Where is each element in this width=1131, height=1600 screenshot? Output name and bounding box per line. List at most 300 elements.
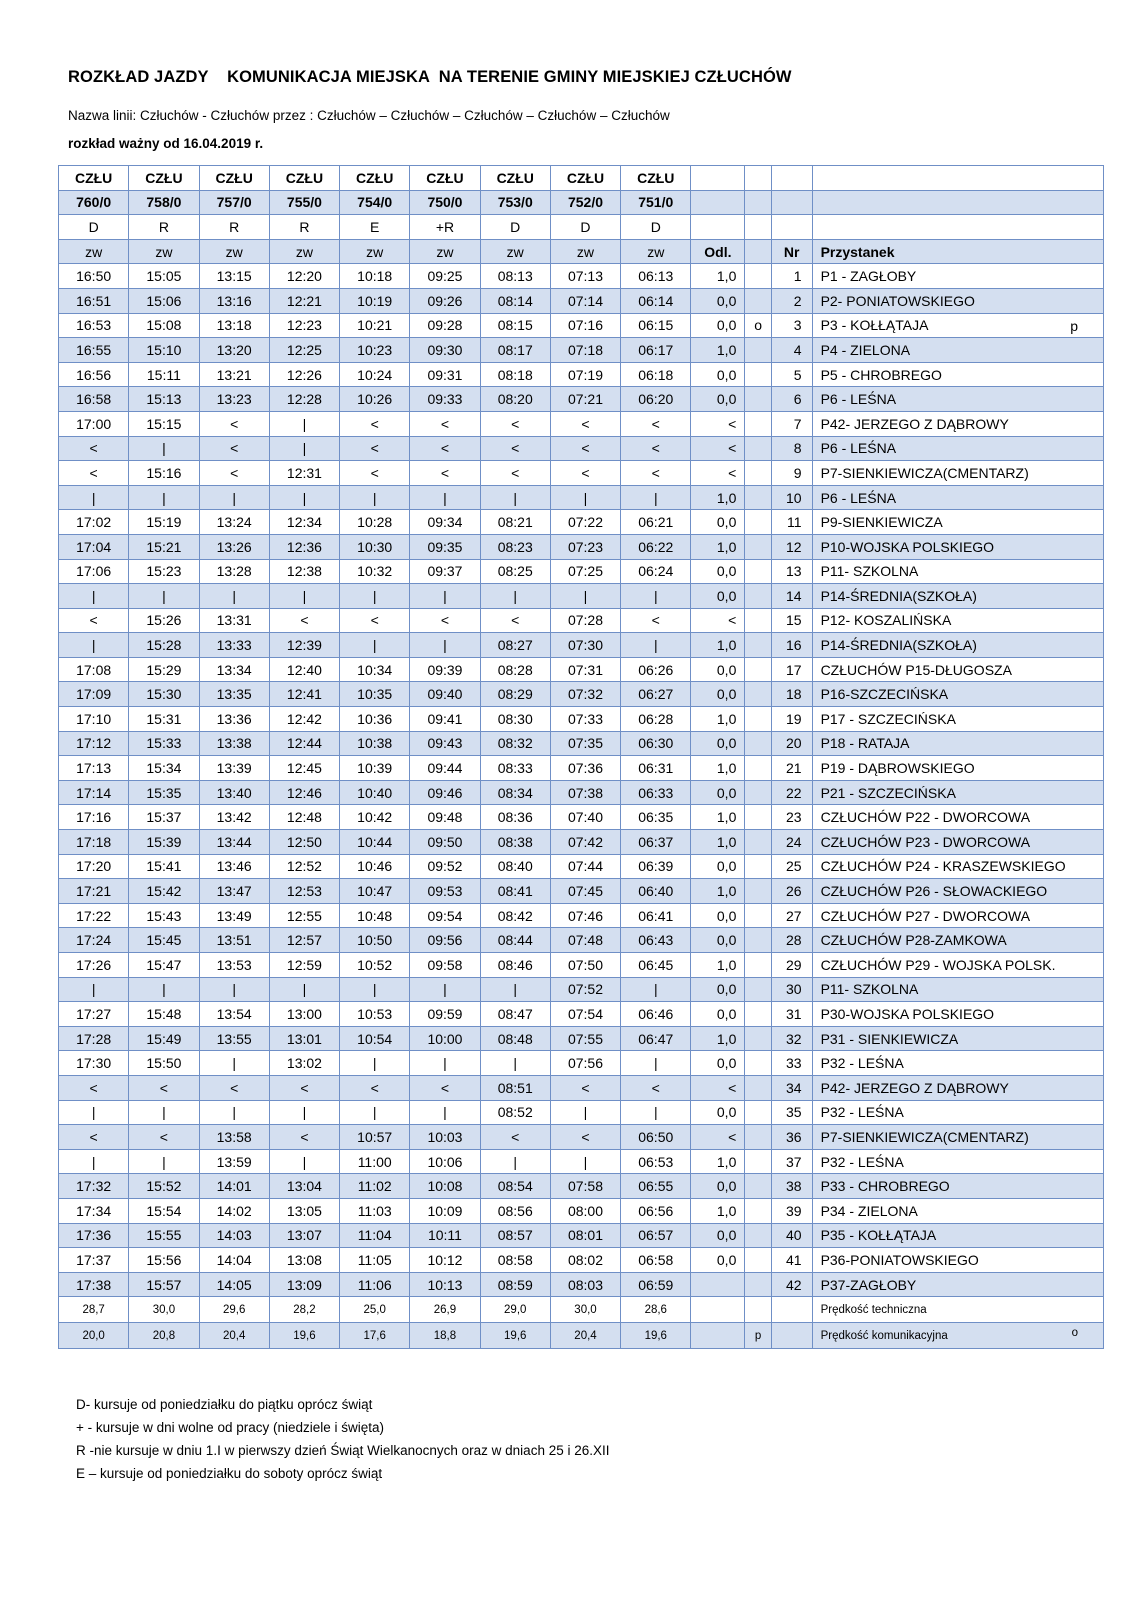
time-cell: 12:48 [269,805,339,830]
distance-cell: < [691,1075,745,1100]
speed-cell [771,1297,812,1323]
time-cell: 15:35 [129,780,199,805]
table-row [59,1248,1104,1273]
time-cell: 15:52 [129,1174,199,1199]
stop-number: 19 [771,707,812,732]
speed-cell: 25,0 [340,1297,410,1323]
time-cell: 11:02 [340,1174,410,1199]
time-cell: 10:40 [340,780,410,805]
time-cell: < [59,1075,129,1100]
table-row [59,264,1104,289]
table-row [59,928,1104,953]
time-cell: 15:21 [129,534,199,559]
table-row [59,1198,1104,1223]
distance-cell: 0,0 [691,313,745,338]
stop-number: 3 [771,313,812,338]
header-row [59,239,1104,264]
time-cell: 10:44 [340,830,410,855]
time-cell: 08:13 [480,264,550,289]
time-cell: 17:08 [59,657,129,682]
time-cell: 09:48 [410,805,480,830]
table-row [59,1125,1104,1150]
time-cell: 09:56 [410,928,480,953]
time-cell: 11:06 [340,1272,410,1297]
stop-label: CZŁUCHÓW P22 - DWORCOWA [820,809,1031,826]
time-cell: 13:51 [199,928,269,953]
distance-cell: 0,0 [691,1174,745,1199]
time-cell: 09:52 [410,854,480,879]
time-cell: 17:28 [59,1026,129,1051]
time-cell: | [480,977,550,1002]
stop-name [812,1272,1103,1297]
stop-number: 36 [771,1125,812,1150]
table-row [59,608,1104,633]
header-cell: zw [59,239,129,264]
time-cell: 08:59 [480,1272,550,1297]
mark-cell [745,362,771,387]
time-cell: 13:42 [199,805,269,830]
time-cell: 12:28 [269,387,339,412]
stop-number: 2 [771,288,812,313]
distance-cell: 1,0 [691,1026,745,1051]
time-cell: 11:05 [340,1248,410,1273]
mark-cell [745,1248,771,1273]
time-cell: | [550,1149,620,1174]
time-cell: 13:58 [199,1125,269,1150]
table-row [59,830,1104,855]
table-row [59,559,1104,584]
time-cell: 06:35 [621,805,691,830]
time-cell: 17:36 [59,1223,129,1248]
time-cell: 12:26 [269,362,339,387]
stop-label: P35 - KOŁŁĄTAJA [820,1227,937,1244]
stop-number: 30 [771,977,812,1002]
time-cell: 12:40 [269,657,339,682]
mark-cell [745,461,771,486]
time-cell: 10:35 [340,682,410,707]
time-cell: 17:04 [59,534,129,559]
time-cell: 15:31 [129,707,199,732]
stop-name [812,805,1103,830]
time-cell: 06:24 [621,559,691,584]
time-cell: < [621,608,691,633]
time-cell: < [480,411,550,436]
header-cell: D [480,215,550,240]
distance-cell: < [691,1125,745,1150]
stop-number: 8 [771,436,812,461]
stop-label: P42- JERZEGO Z DĄBROWY [820,1079,1009,1096]
mark-cell [745,288,771,313]
header-cell: 757/0 [199,190,269,215]
time-cell: 13:21 [199,362,269,387]
stop-number: 39 [771,1198,812,1223]
header-cell: zw [129,239,199,264]
speed-cell: 26,9 [410,1297,480,1323]
header-cell: D [621,215,691,240]
stop-label: P6 - LEŚNA [820,489,897,506]
time-cell: 09:28 [410,313,480,338]
time-cell: 12:46 [269,780,339,805]
time-cell: 17:18 [59,830,129,855]
header-cell: zw [199,239,269,264]
page-title: ROZKŁAD JAZDY KOMUNIKACJA MIEJSKA NA TERENIE GMINY MIEJSKIEJ CZŁUCHÓW [68,68,792,86]
stop-label: P11- SZKOLNA [820,981,919,998]
time-cell: 07:36 [550,756,620,781]
time-cell: 10:19 [340,288,410,313]
header-cell: R [199,215,269,240]
time-cell: 13:44 [199,830,269,855]
time-cell: 17:20 [59,854,129,879]
stop-label: P3 - KOŁŁĄTAJA [820,317,929,334]
time-cell: 07:46 [550,903,620,928]
header-cell [745,190,771,215]
time-cell: 09:37 [410,559,480,584]
time-cell: 08:33 [480,756,550,781]
speed-cell: 20,8 [129,1323,199,1349]
stop-number: 11 [771,510,812,535]
time-cell: | [550,584,620,609]
stop-label: P31 - SIENKIEWICZA [820,1030,959,1047]
time-cell: | [129,1149,199,1174]
time-cell: 15:26 [129,608,199,633]
time-cell: < [410,608,480,633]
table-row [59,1223,1104,1248]
time-cell: 06:40 [621,879,691,904]
table-row [59,387,1104,412]
time-cell: 12:21 [269,288,339,313]
time-cell: | [129,1100,199,1125]
table-row [59,953,1104,978]
time-cell: 06:47 [621,1026,691,1051]
time-cell: 16:50 [59,264,129,289]
stop-name [812,288,1103,313]
time-cell: 07:22 [550,510,620,535]
time-cell: 11:00 [340,1149,410,1174]
header-cell: 752/0 [550,190,620,215]
time-cell: 13:28 [199,559,269,584]
time-cell: 08:46 [480,953,550,978]
distance-cell: 0,0 [691,510,745,535]
header-cell [812,166,1103,191]
stop-label: CZŁUCHÓW P23 - DWORCOWA [820,833,1031,850]
time-cell: 08:54 [480,1174,550,1199]
stop-label: P4 - ZIELONA [820,341,911,358]
stop-label: P9-SIENKIEWICZA [820,514,943,531]
time-cell: 10:50 [340,928,410,953]
time-cell: 12:55 [269,903,339,928]
header-cell [691,215,745,240]
time-cell: 08:38 [480,830,550,855]
time-cell: | [340,485,410,510]
time-cell: 08:51 [480,1075,550,1100]
header-cell: CZŁU [550,166,620,191]
time-cell: 17:26 [59,953,129,978]
stop-label: P19 - DĄBROWSKIEGO [820,760,975,777]
header-cell: +R [410,215,480,240]
table-row [59,1026,1104,1051]
stop-name [812,953,1103,978]
stop-label: CZŁUCHÓW P24 - KRASZEWSKIEGO [820,858,1066,875]
time-cell: < [410,461,480,486]
time-cell: 07:50 [550,953,620,978]
table-row [59,805,1104,830]
table-row [59,1174,1104,1199]
time-cell: < [480,608,550,633]
time-cell: 09:46 [410,780,480,805]
mark-cell [745,903,771,928]
mark-cell [745,264,771,289]
time-cell: 06:13 [621,264,691,289]
time-cell: < [410,411,480,436]
stop-number: 41 [771,1248,812,1273]
time-cell: < [550,461,620,486]
time-cell: 07:32 [550,682,620,707]
time-cell: | [480,584,550,609]
time-cell: 06:43 [621,928,691,953]
time-cell: < [199,411,269,436]
time-cell: 09:34 [410,510,480,535]
stop-name [812,1223,1103,1248]
stop-label: P6 - LEŚNA [820,440,897,457]
time-cell: 15:06 [129,288,199,313]
speed-cell [745,1297,771,1323]
time-cell: 09:43 [410,731,480,756]
mark-cell: o [745,313,771,338]
time-cell: 13:39 [199,756,269,781]
time-cell: 08:48 [480,1026,550,1051]
stop-name [812,362,1103,387]
time-cell: 12:36 [269,534,339,559]
stop-label: P6 - LEŚNA [820,391,897,408]
legend-item: + - kursuje w dni wolne od pracy (niedziele i święta) [76,1420,385,1435]
speed-label [812,1323,1103,1349]
stop-name [812,1125,1103,1150]
time-cell: 08:15 [480,313,550,338]
time-cell: | [199,977,269,1002]
time-cell: < [480,436,550,461]
time-cell: 13:09 [269,1272,339,1297]
stop-name [812,903,1103,928]
time-cell: 12:39 [269,633,339,658]
time-cell: 15:48 [129,1002,199,1027]
time-cell: 08:03 [550,1272,620,1297]
table-row [59,682,1104,707]
stop-label: P17 - SZCZECIŃSKA [820,710,956,727]
mark-cell [745,830,771,855]
time-cell: 10:06 [410,1149,480,1174]
stop-number: 29 [771,953,812,978]
time-cell: 15:33 [129,731,199,756]
time-cell: | [621,1051,691,1076]
header-row [59,166,1104,191]
table-row [59,362,1104,387]
stop-number: 12 [771,534,812,559]
stop-number: 24 [771,830,812,855]
time-cell: 07:23 [550,534,620,559]
time-cell: 10:13 [410,1272,480,1297]
mark-cell [745,879,771,904]
time-cell: 08:57 [480,1223,550,1248]
header-cell: 753/0 [480,190,550,215]
stop-label: P1 - ZAGŁOBY [820,268,917,285]
mark-cell [745,411,771,436]
table-row [59,1272,1104,1297]
time-cell: 13:01 [269,1026,339,1051]
time-cell: 10:48 [340,903,410,928]
mark-cell [745,977,771,1002]
distance-cell: 0,0 [691,731,745,756]
header-cell: CZŁU [480,166,550,191]
time-cell: 13:15 [199,264,269,289]
time-cell: | [59,485,129,510]
speed-row [59,1297,1104,1323]
stop-number: 26 [771,879,812,904]
distance-cell: 1,0 [691,707,745,732]
time-cell: 17:38 [59,1272,129,1297]
speed-cell: 19,6 [269,1323,339,1349]
distance-cell: 0,0 [691,559,745,584]
stop-number: 4 [771,338,812,363]
mark-cell [745,485,771,510]
table-row [59,903,1104,928]
time-cell: 14:04 [199,1248,269,1273]
time-cell: < [340,461,410,486]
stop-label: P36-PONIATOWSKIEGO [820,1251,979,1268]
header-cell: 754/0 [340,190,410,215]
header-cell: CZŁU [199,166,269,191]
table-row [59,657,1104,682]
time-cell: 13:59 [199,1149,269,1174]
stop-label: P37-ZAGŁOBY [820,1276,917,1293]
mark-cell [745,1223,771,1248]
time-cell: < [59,608,129,633]
stop-number: 15 [771,608,812,633]
distance-cell: 0,0 [691,682,745,707]
time-cell: 07:54 [550,1002,620,1027]
mark-cell [745,1002,771,1027]
mark-cell [745,1198,771,1223]
header-cell: zw [550,239,620,264]
time-cell: 10:52 [340,953,410,978]
speed-label-text: Prędkość komunikacyjna [820,1329,948,1342]
stop-number: 35 [771,1100,812,1125]
stop-name [812,510,1103,535]
time-cell: 12:44 [269,731,339,756]
stop-name [812,485,1103,510]
speed-cell [771,1323,812,1349]
stop-number: 14 [771,584,812,609]
time-cell: 08:40 [480,854,550,879]
time-cell: 15:28 [129,633,199,658]
table-row [59,879,1104,904]
time-cell: < [480,461,550,486]
time-cell: < [621,411,691,436]
stop-label: P18 - RATAJA [820,735,910,752]
time-cell: 17:02 [59,510,129,535]
stop-label: P7-SIENKIEWICZA(CMENTARZ) [820,1128,1029,1145]
time-cell: 13:26 [199,534,269,559]
time-cell: 06:55 [621,1174,691,1199]
time-cell: 09:26 [410,288,480,313]
time-cell: < [340,436,410,461]
mark-cell [745,608,771,633]
time-cell: < [550,1075,620,1100]
time-cell: 12:50 [269,830,339,855]
time-cell: 06:33 [621,780,691,805]
time-cell: < [129,1075,199,1100]
time-cell: 07:30 [550,633,620,658]
time-cell: 08:30 [480,707,550,732]
time-cell: 08:27 [480,633,550,658]
time-cell: 17:00 [59,411,129,436]
time-cell: 06:58 [621,1248,691,1273]
table-row [59,338,1104,363]
distance-cell: 1,0 [691,830,745,855]
time-cell: 09:39 [410,657,480,682]
time-cell: 07:25 [550,559,620,584]
mark-cell [745,682,771,707]
mark-cell [745,953,771,978]
time-cell: < [410,1075,480,1100]
header-cell: CZŁU [129,166,199,191]
time-cell: 09:40 [410,682,480,707]
time-cell: 06:46 [621,1002,691,1027]
time-cell: 06:41 [621,903,691,928]
header-cell: Nr [771,239,812,264]
distance-cell: 1,0 [691,338,745,363]
distance-cell: < [691,436,745,461]
header-cell: E [340,215,410,240]
stop-name [812,264,1103,289]
time-cell: 08:02 [550,1248,620,1273]
time-cell: 08:36 [480,805,550,830]
time-cell: 09:53 [410,879,480,904]
header-cell: CZŁU [340,166,410,191]
time-cell: 08:58 [480,1248,550,1273]
time-cell: 08:01 [550,1223,620,1248]
time-cell: 10:23 [340,338,410,363]
distance-cell: 0,0 [691,362,745,387]
stop-label: P12- KOSZALIŃSKA [820,612,952,629]
stop-name [812,1026,1103,1051]
table-row [59,461,1104,486]
time-cell: 17:13 [59,756,129,781]
time-cell: < [480,1125,550,1150]
time-cell: 13:18 [199,313,269,338]
distance-cell: 1,0 [691,633,745,658]
time-cell: 06:59 [621,1272,691,1297]
time-cell: | [480,485,550,510]
distance-cell: 0,0 [691,903,745,928]
distance-cell: 1,0 [691,1149,745,1174]
time-cell: 06:30 [621,731,691,756]
mark-cell [745,707,771,732]
header-cell: CZŁU [59,166,129,191]
distance-cell: 0,0 [691,1051,745,1076]
stop-number: 23 [771,805,812,830]
mark-cell [745,510,771,535]
time-cell: < [410,436,480,461]
time-cell: 17:37 [59,1248,129,1273]
time-cell: | [340,1100,410,1125]
line-name: Nazwa linii: Człuchów - Człuchów przez : Człuchów – Człuchów – Człuchów – Człuchów – Człuchów [68,108,670,123]
time-cell: 07:16 [550,313,620,338]
stop-name [812,1248,1103,1273]
distance-cell: 0,0 [691,1248,745,1273]
distance-cell: 1,0 [691,485,745,510]
time-cell: | [129,584,199,609]
time-cell: 10:21 [340,313,410,338]
